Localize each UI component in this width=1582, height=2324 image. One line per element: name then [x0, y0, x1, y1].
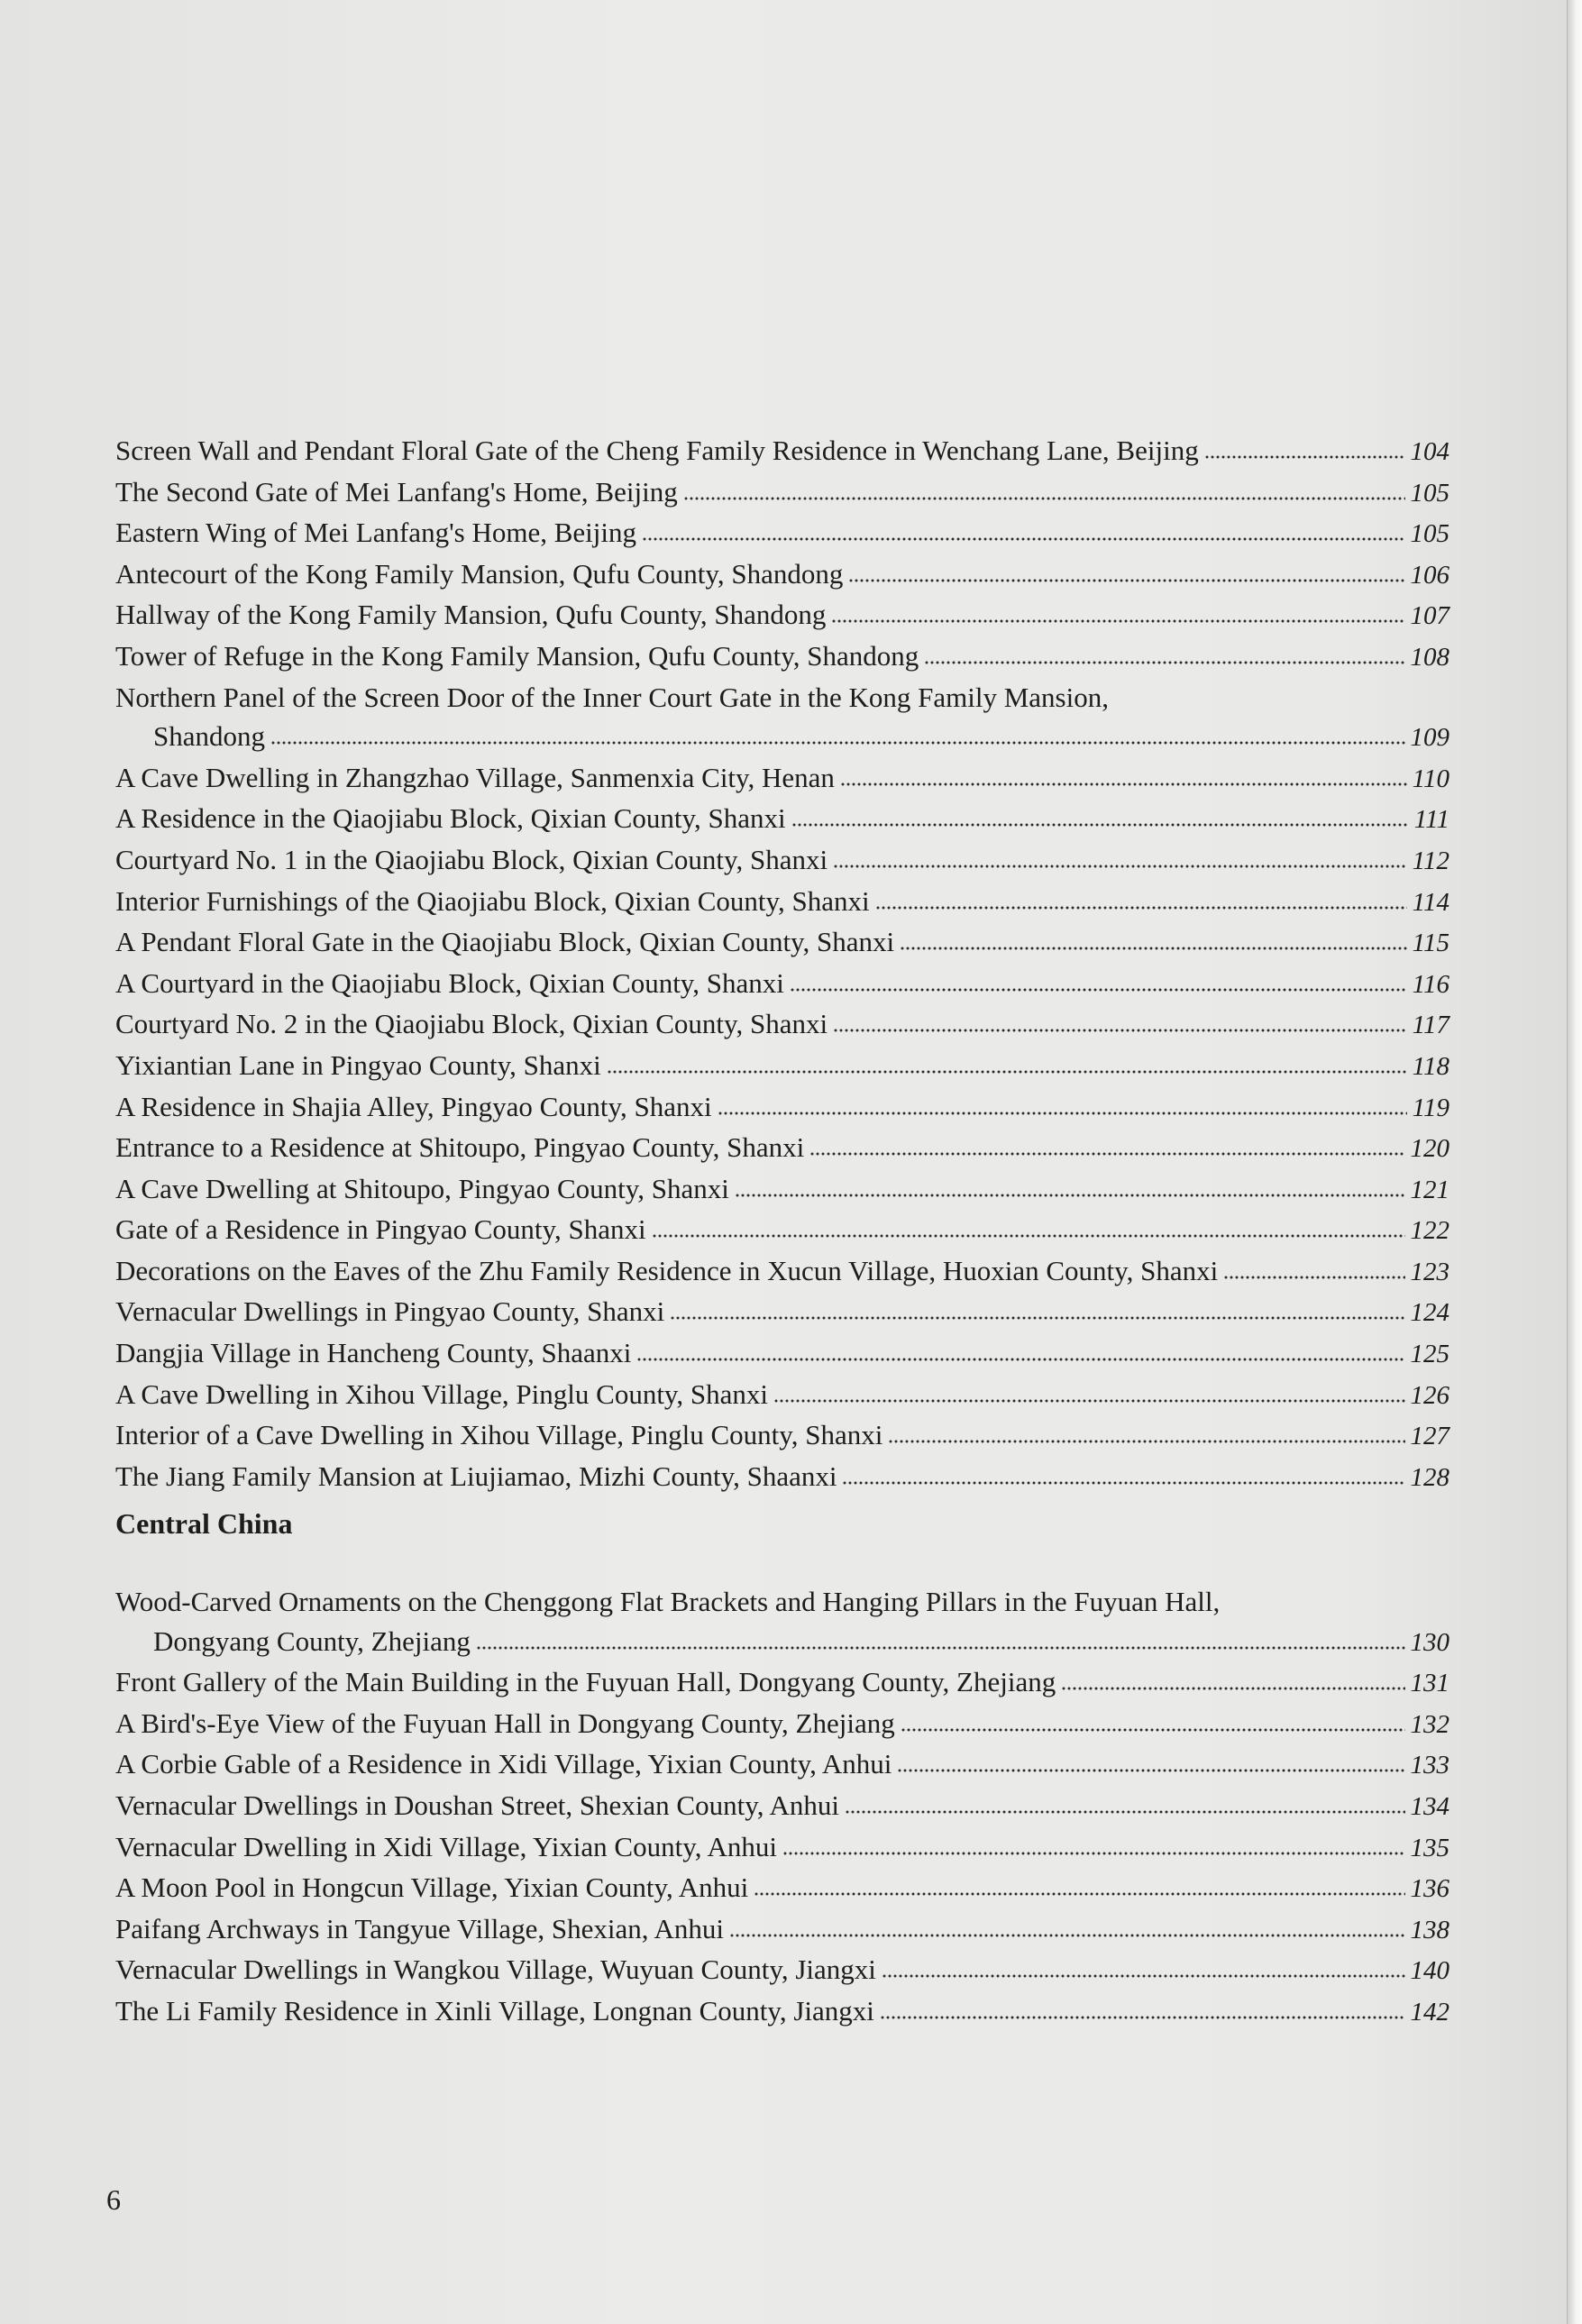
dot-leader	[833, 1024, 1407, 1033]
dot-leader	[270, 737, 1405, 746]
entry-page-number: 122	[1410, 1216, 1449, 1246]
entry-page-number: 136	[1410, 1874, 1449, 1904]
toc-entry	[115, 882, 1449, 923]
toc-entry	[115, 1786, 1449, 1827]
entry-page-number: 115	[1412, 929, 1449, 958]
toc-entry	[115, 1744, 1449, 1786]
entry-page-number: 135	[1410, 1833, 1449, 1862]
entry-title-line2-row	[115, 717, 1449, 758]
dot-leader	[897, 1764, 1404, 1773]
entry-title: Vernacular Dwellings in Wangkou Village, Wuyuan County, Jiangxi	[115, 1953, 876, 1986]
entry-page-number: 110	[1412, 764, 1449, 793]
entry-page-number: 128	[1410, 1462, 1449, 1492]
toc-section-north	[115, 431, 1449, 1497]
dot-leader	[900, 942, 1406, 951]
entry-page-number: 121	[1410, 1175, 1449, 1204]
entry-page-number: 111	[1413, 805, 1449, 835]
entry-title: The Li Family Residence in Xinli Village, Longnan County, Jiangxi	[115, 1994, 874, 2027]
toc-entry	[115, 636, 1449, 678]
entry-page-number: 138	[1410, 1915, 1449, 1944]
entry-title-line1: Wood-Carved Ornaments on the Chenggong Flat Brackets and Hanging Pillars in the Fuyuan Hall,	[115, 1586, 1221, 1617]
toc-entry	[115, 1991, 1449, 2033]
entry-title: A Cave Dwelling in Zhangzhao Village, Sanmenxia City, Henan	[115, 761, 835, 793]
dot-leader	[1061, 1682, 1404, 1691]
entry-page-number: 116	[1412, 969, 1449, 999]
dot-leader	[845, 1806, 1404, 1815]
dot-leader	[1204, 451, 1405, 460]
dot-leader	[833, 860, 1407, 869]
dot-leader	[791, 819, 1409, 828]
toc-entry	[115, 1375, 1449, 1416]
entry-page-number: 114	[1412, 887, 1449, 917]
entry-page-number: 142	[1410, 1997, 1449, 2027]
entry-title: Antecourt of the Kong Family Mansion, Qufu County, Shandong	[115, 557, 844, 590]
toc-entry	[115, 1128, 1449, 1169]
dot-leader	[735, 1189, 1405, 1198]
entry-title: A Bird's-Eye View of the Fuyuan Hall in Dongyang County, Zhejiang	[115, 1706, 895, 1739]
entry-title: Interior Furnishings of the Qiaojiabu Block, Qixian County, Shanxi	[115, 884, 870, 917]
toc-entry	[115, 922, 1449, 964]
toc-entry	[115, 1909, 1449, 1951]
dot-leader	[607, 1066, 1407, 1075]
dot-leader	[636, 1353, 1404, 1362]
dot-leader	[875, 901, 1407, 910]
toc-entry	[115, 595, 1449, 636]
entry-title: A Cave Dwelling in Xihou Village, Pinglu County, Shanxi	[115, 1377, 769, 1410]
dot-leader	[842, 1477, 1404, 1486]
dot-leader	[901, 1724, 1405, 1733]
entry-title: Vernacular Dwellings in Doushan Street, Shexian County, Anhui	[115, 1789, 840, 1821]
entry-page-number: 104	[1410, 437, 1449, 466]
entry-page-number: 126	[1410, 1380, 1449, 1410]
toc-entry	[115, 1827, 1449, 1869]
toc-entry	[115, 472, 1449, 514]
dot-leader	[683, 492, 1405, 501]
dot-leader	[809, 1148, 1404, 1157]
entry-title: Vernacular Dwellings in Pingyao County, Shanxi	[115, 1295, 665, 1328]
toc-entry	[115, 1415, 1449, 1457]
toc-entry	[115, 513, 1449, 554]
toc-entry	[115, 840, 1449, 882]
entry-page-number: 140	[1410, 1956, 1449, 1986]
entry-page-number: 112	[1412, 846, 1449, 875]
entry-page-number: 133	[1410, 1751, 1449, 1780]
toc-entry	[115, 1251, 1449, 1293]
toc-section-central	[115, 1582, 1449, 2033]
toc-entry	[115, 1704, 1449, 1745]
entry-page-number: 124	[1410, 1298, 1449, 1328]
toc-entry	[115, 431, 1449, 472]
entry-title: Front Gallery of the Main Building in the Fuyuan Hall, Dongyang County, Zhejiang	[115, 1666, 1056, 1698]
entry-title: A Residence in Shajia Alley, Pingyao County, Shanxi	[115, 1090, 712, 1122]
dot-leader	[652, 1230, 1405, 1239]
dot-leader	[476, 1642, 1405, 1651]
entry-title: Courtyard No. 1 in the Qiaojiabu Block, Qixian County, Shanxi	[115, 843, 828, 875]
dot-leader	[642, 533, 1405, 542]
entry-page-number: 106	[1410, 560, 1449, 590]
entry-title: Hallway of the Kong Family Mansion, Qufu County, Shandong	[115, 599, 827, 631]
entry-page-number: 125	[1410, 1340, 1449, 1369]
page-number: 6	[106, 2183, 121, 2216]
entry-title: Screen Wall and Pendant Floral Gate of the Cheng Family Residence in Wenchang Lane, Beijing	[115, 435, 1199, 466]
entry-title: A Moon Pool in Hongcun Village, Yixian County, Anhui	[115, 1871, 749, 1904]
dot-leader	[773, 1395, 1404, 1404]
toc-entry	[115, 964, 1449, 1005]
dot-leader	[790, 984, 1407, 993]
entry-title-line2: Dongyang County, Zhejiang	[153, 1624, 471, 1657]
entry-page-number: 105	[1410, 478, 1449, 508]
dot-leader	[754, 1888, 1404, 1897]
entry-title: Paifang Archways in Tangyue Village, Shexian, Anhui	[115, 1912, 724, 1944]
entry-page-number: 130	[1410, 1627, 1449, 1657]
entry-page-number: 127	[1410, 1422, 1449, 1451]
entry-title: Courtyard No. 2 in the Qiaojiabu Block, Qixian County, Shanxi	[115, 1008, 828, 1040]
toc-entry	[115, 1292, 1449, 1333]
entry-title: Eastern Wing of Mei Lanfang's Home, Beijing	[115, 517, 636, 549]
entry-title-line1: Northern Panel of the Screen Door of the Inner Court Gate in the Kong Family Mansion,	[115, 681, 1109, 713]
dot-leader	[782, 1847, 1405, 1856]
entry-title: A Residence in the Qiaojiabu Block, Qixian County, Shanxi	[115, 802, 786, 835]
dot-leader	[840, 778, 1407, 787]
dot-leader	[880, 2011, 1405, 2020]
entry-page-number: 118	[1412, 1051, 1449, 1081]
toc-entry	[115, 1868, 1449, 1909]
entry-page-number: 119	[1412, 1093, 1449, 1122]
entry-page-number: 123	[1410, 1257, 1449, 1286]
toc-entry	[115, 1046, 1449, 1087]
dot-leader	[831, 615, 1404, 624]
dot-leader	[729, 1929, 1405, 1938]
toc-entry	[115, 1582, 1449, 1662]
toc-entry	[115, 1210, 1449, 1251]
entry-page-number: 108	[1410, 642, 1449, 672]
entry-title: Decorations on the Eaves of the Zhu Family Residence in Xucun Village, Huoxian County, Shanxi	[115, 1254, 1219, 1286]
toc-entry	[115, 1333, 1449, 1375]
toc-entry	[115, 554, 1449, 596]
entry-title: Yixiantian Lane in Pingyao County, Shanxi	[115, 1048, 601, 1081]
entry-title: A Cave Dwelling at Shitoupo, Pingyao County, Shanxi	[115, 1172, 729, 1204]
toc-entry	[115, 1950, 1449, 1991]
dot-leader	[1223, 1271, 1404, 1280]
entry-page-number: 109	[1410, 723, 1449, 753]
entry-title: The Jiang Family Mansion at Liujiamao, Mizhi County, Shaanxi	[115, 1459, 837, 1492]
toc-entry	[115, 1457, 1449, 1498]
entry-title: Tower of Refuge in the Kong Family Mansion, Qufu County, Shandong	[115, 639, 919, 672]
toc-entry	[115, 1004, 1449, 1046]
entry-title: A Courtyard in the Qiaojiabu Block, Qixian County, Shanxi	[115, 966, 784, 999]
toc-entry	[115, 1169, 1449, 1211]
entry-page-number: 120	[1410, 1134, 1449, 1164]
dot-leader	[888, 1435, 1404, 1444]
entry-title: Dangjia Village in Hancheng County, Shaanxi	[115, 1337, 632, 1369]
dot-leader	[670, 1312, 1404, 1321]
toc-entry	[115, 678, 1449, 758]
entry-title: Interior of a Cave Dwelling in Xihou Village, Pinglu County, Shanxi	[115, 1419, 883, 1451]
toc-entry	[115, 1662, 1449, 1704]
dot-leader	[924, 656, 1404, 665]
entry-title: The Second Gate of Mei Lanfang's Home, Beijing	[115, 475, 678, 508]
entry-page-number: 117	[1412, 1011, 1449, 1040]
entry-title-line2: Shandong	[153, 720, 265, 753]
entry-page-number: 131	[1410, 1669, 1449, 1698]
entry-title-line2-row	[115, 1622, 1449, 1663]
entry-title: Gate of a Residence in Pingyao County, Shanxi	[115, 1213, 646, 1246]
entry-title: A Pendant Floral Gate in the Qiaojiabu Block, Qixian County, Shanxi	[115, 926, 895, 958]
section-heading: Central China	[115, 1507, 293, 1540]
page-edge	[1567, 0, 1582, 2324]
entry-page-number: 134	[1410, 1791, 1449, 1821]
entry-title: Vernacular Dwelling in Xidi Village, Yixian County, Anhui	[115, 1830, 777, 1862]
toc-entry	[115, 799, 1449, 840]
entry-page-number: 105	[1410, 519, 1449, 549]
entry-page-number: 132	[1410, 1709, 1449, 1739]
dot-leader	[718, 1107, 1407, 1116]
entry-title: Entrance to a Residence at Shitoupo, Pingyao County, Shanxi	[115, 1131, 805, 1164]
entry-title: A Corbie Gable of a Residence in Xidi Village, Yixian County, Anhui	[115, 1748, 892, 1780]
dot-leader	[848, 574, 1404, 583]
toc-entry	[115, 1087, 1449, 1129]
toc-entry	[115, 758, 1449, 800]
dot-leader	[882, 1970, 1405, 1979]
entry-page-number: 107	[1410, 601, 1449, 631]
